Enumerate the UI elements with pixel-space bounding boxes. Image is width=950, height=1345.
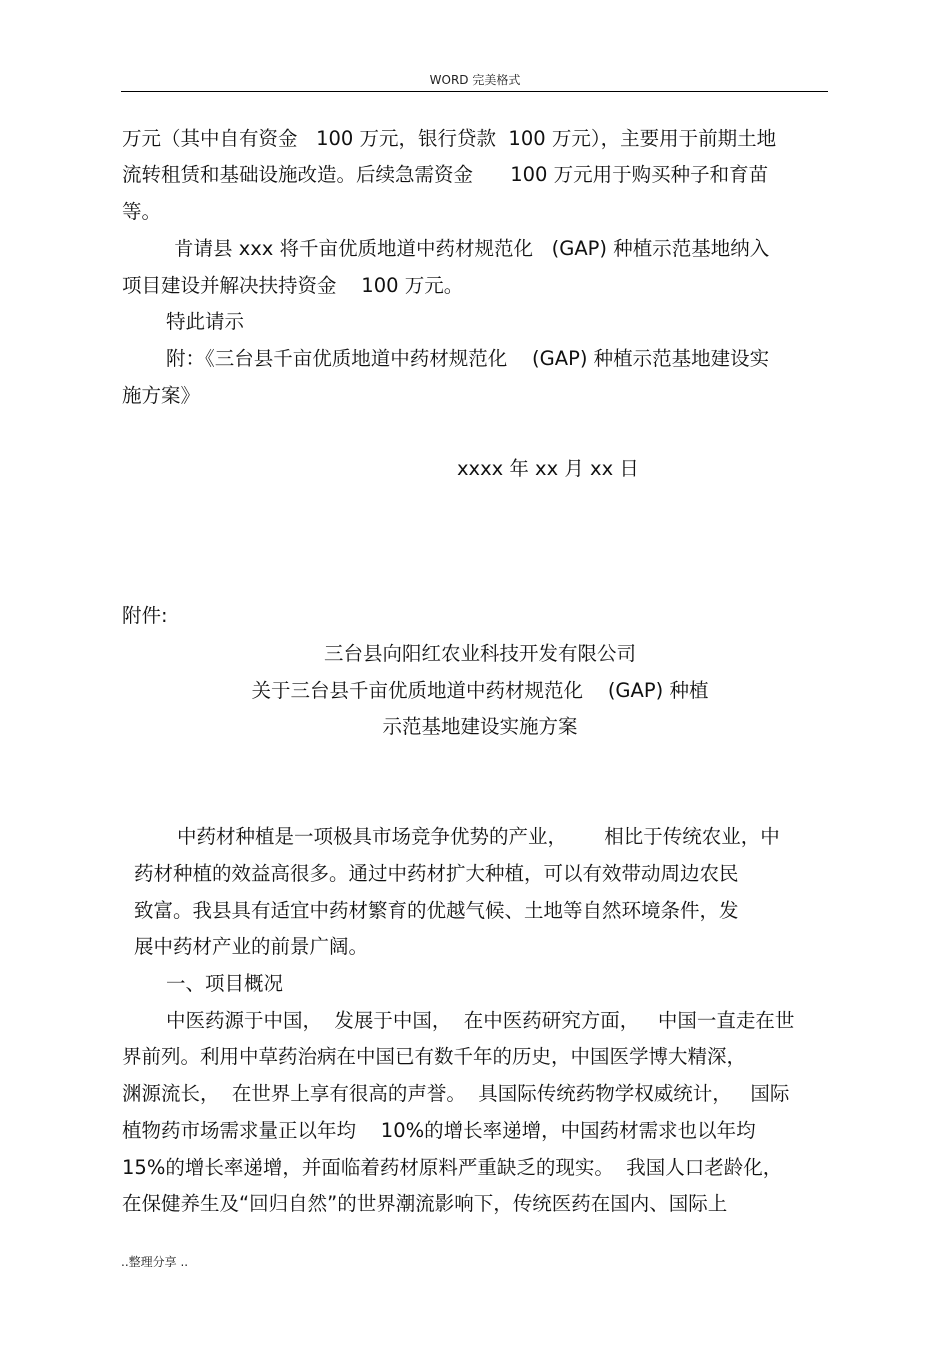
attachment-title: 三台县向阳红农业科技开发有限公司 (323, 642, 636, 665)
section-heading: 一、项目概况 (166, 972, 284, 995)
body-text-line: 肯请县 xxx 将千亩优质地道中药材规范化 (GAP) 种植示范基地纳入 (174, 237, 770, 260)
page-header: WORD 完美格式 (429, 73, 521, 87)
section-text-line: 界前列。利用中草药治病在中国已有数千年的历史，中国医学博大精深， (122, 1045, 747, 1068)
attachment-title: 示范基地建设实施方案 (382, 715, 578, 738)
section-text-line: 15%的增长率递增，并面临着药材原料严重缺乏的现实。 我国人口老龄化， (122, 1156, 783, 1179)
header-rule (121, 91, 828, 92)
body-text-line: 流转租赁和基础设施改造。后续急需资金 100 万元用于购买种子和育苗 (122, 163, 769, 186)
section-text-line: 在保健养生及“回归自然”的世界潮流影响下，传统医药在国内、国际上 (122, 1192, 728, 1215)
intro-text-line: 展中药材产业的前景广阔。 (134, 935, 369, 958)
body-text-line: 项目建设并解决扶持资金 100 万元。 (122, 274, 464, 297)
intro-text-line: 中药材种植是一项极具市场竞争优势的产业， 相比于传统农业，中 (177, 825, 780, 848)
attachment-label: 附件: (122, 604, 168, 627)
attachment-title: 关于三台县千亩优质地道中药材规范化 (GAP) 种植 (251, 679, 709, 702)
body-text-line: 等。 (122, 200, 162, 223)
section-text-line: 植物药市场需求量正以年均 10%的增长率递增，中国药材需求也以年均 (122, 1119, 756, 1142)
intro-text-line: 药材种植的效益高很多。通过中药材扩大种植，可以有效带动周边农民 (134, 862, 739, 885)
attachment-reference: 施方案》 (122, 384, 201, 407)
body-text-line: 万元（其中自有资金 100 万元，银行贷款 100 万元），主要用于前期土地 (122, 127, 777, 150)
closing-request: 特此请示 (166, 310, 245, 333)
letter-date: xxxx 年 xx 月 xx 日 (457, 457, 639, 480)
page-footer: ..整理分享 .. (121, 1255, 189, 1269)
section-text-line: 中医药源于中国， 发展于中国， 在中医药研究方面， 中国一直走在世 (166, 1009, 795, 1032)
attachment-reference: 附：《三台县千亩优质地道中药材规范化 (GAP) 种植示范基地建设实 (166, 347, 770, 370)
intro-text-line: 致富。我县具有适宜中药材繁育的优越气候、土地等自然环境条件，发 (134, 899, 739, 922)
section-text-line: 渊源流长， 在世界上享有很高的声誉。 具国际传统药物学权威统计， 国际 (122, 1082, 790, 1105)
